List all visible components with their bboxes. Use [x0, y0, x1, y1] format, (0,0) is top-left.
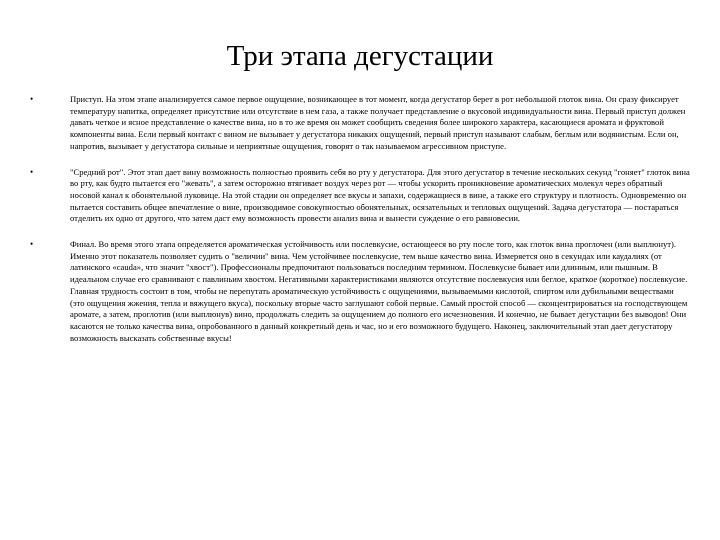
bullet-list — [30, 94, 690, 344]
bullet-item-attack — [30, 94, 690, 153]
bullet-icon: • — [30, 94, 34, 104]
bullet-text: Финал. Во время этого этапа определяется ароматическая устойчивость или послевкусие, остающееся во рту после того, как глоток вина проглочен (или выплюнут). Именно этот показатель позволяет судить о "величии" вина. Чем устойчивее послевкусие, тем выше качество вина. Измеряется оно в секундах или каудалиях (от латинского «cauda», что значит "хвост"). Профессионалы предпочитают пользоваться последним термином. Послевкусие бывает или длинным, или пышным. В идеальном случае его сравнивают с павлиньим хвостом. Негативными характеристиками являются отсутствие послевкусия или беглое, краткое (короткое) послевкусие. Главная трудность состоит в том, чтобы не перепутать ароматическую устойчивость с ощущениями, вызываемыми кислотой, спиртом или дубильными веществами (это ощущения жжения, тепла и вяжущего вкуса), поскольку вторые часто заглушают собой первые. Самый простой способ — сконцентрироваться на господствующем аромате, а затем, проглотив (или выплюнув) вино, продолжать следить за ощущением до полного его исчезновения. И конечно, не бывает дегустации без выводов! Они касаются не только качества вина, опробованного в данный конкретный день и час, но и его возможного будущего. Наконец, заключительный этап дает дегустатору возможность высказать собственные вкусы! — [70, 239, 688, 343]
bullet-icon: • — [30, 166, 34, 177]
bullet-item-finish — [30, 239, 690, 344]
bullet-text: Приступ. На этом этапе анализируется самое первое ощущение, возникающее в тот момент, когда дегустатор берет в рот небольшой глоток вина. Он сразу фиксирует температуру напитка, определяет присутствие или отсутствие в нем газа, а также получает представление о вкусовой индивидуальности вина. Первый приступ должен давать четкое и ясное представление о качестве вина, но в то же время он может сообщить сведения более широкого характера, касающиеся аромата и фруктовой компоненты вина. Если первый контакт с вином не вызывает у дегустатора никаких ощущений, первый приступ называют слабым, беглым или водянистым. Если он, напротив, вызывает у дегустатора сильные и неприятные ощущения, говорят о так называемом агрессивном приступе. — [70, 94, 686, 151]
slide-title: Три этапа дегустации — [226, 40, 494, 72]
bullet-text: "Средний рот". Этот этап дает вину возможность полностью проявить себя во рту у дегустатора. Для этого дегустатор в течение нескольких секунд "гоняет" глоток вина во рту, как будто пытается его "жевать", а затем осторожно втягивает воздух через рот — чтобы ускорить проникновение ароматических молекул через обратный носовой канал к обонятельной луковице. На этой стадии он определяет все вкусы и запахи, содержащиеся в вине, а также его структуру и плотность. Одновременно он пытается составить общее впечатление о вине, производимое совокупностью обонятельных, осязательных и тепловых ощущений. Задача дегустатора — постараться отделить их одно от другого, что затем даст ему возможность провести анализ вина и вынести суждение о его равновесии. — [70, 166, 690, 224]
bullet-item-mid-palate — [30, 167, 690, 226]
bullet-icon: • — [30, 239, 34, 250]
